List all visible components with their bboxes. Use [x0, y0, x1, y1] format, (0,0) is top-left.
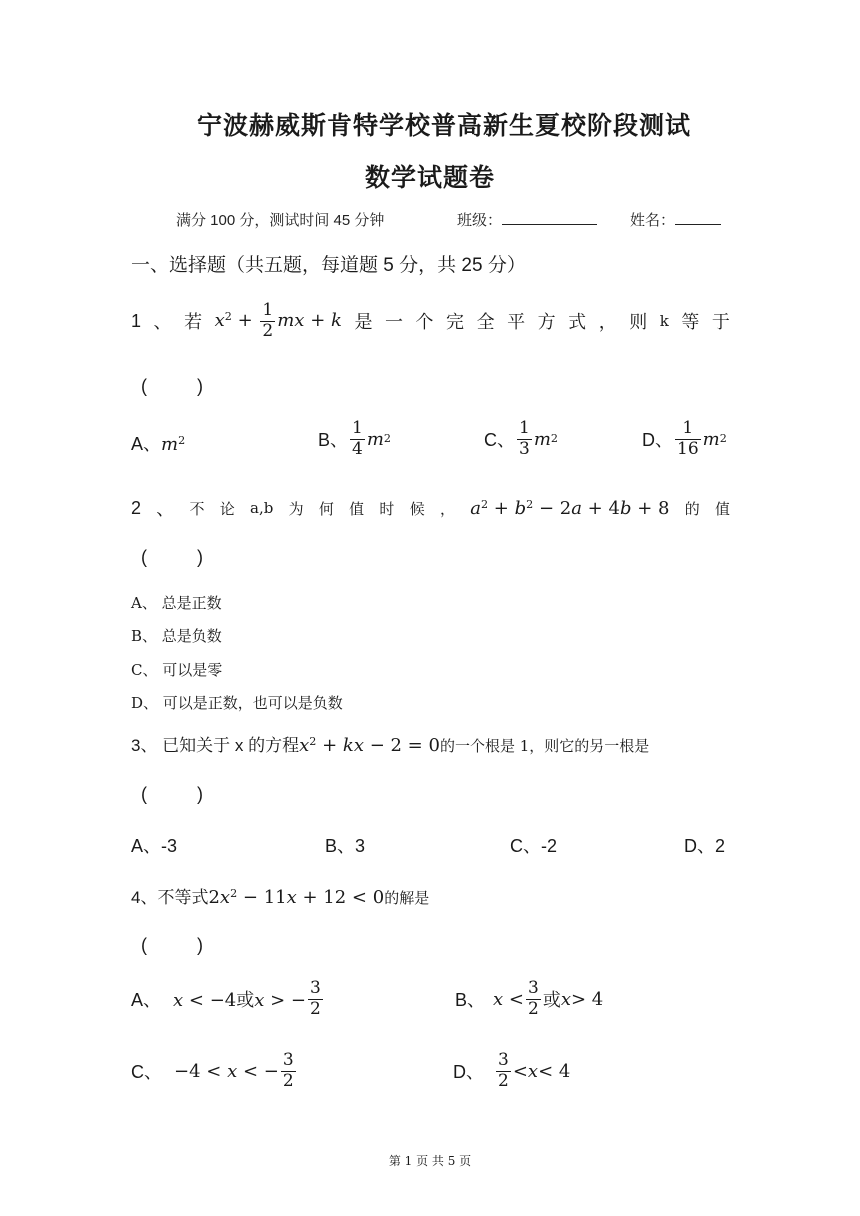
- q1-answer-paren: ( ): [141, 376, 203, 396]
- exam-title: 宁波赫威斯肯特学校普高新生夏校阶段测试: [196, 112, 691, 140]
- q1-char: 、: [153, 312, 172, 332]
- name-field: [630, 209, 721, 230]
- q1-char: 全: [476, 312, 495, 332]
- section-heading: 一、选择题（共五题，每道题 5 分，共 25 分）: [131, 255, 526, 276]
- option-label: B、: [455, 990, 486, 1011]
- q1-char: 平: [507, 312, 526, 332]
- q1-char: 式: [568, 312, 587, 332]
- q2-char: 候: [409, 499, 425, 518]
- q1-char: 一: [384, 312, 403, 332]
- q2-char: 时: [379, 499, 395, 518]
- q2-char: a,b: [250, 499, 274, 517]
- name-label: 姓名：: [630, 212, 676, 229]
- q3-suffix: 的一个根是 1，则它的另一根是: [439, 737, 650, 755]
- q2-answer-paren: ( ): [141, 547, 203, 567]
- q2-option-c: C、 可以是零: [131, 661, 223, 679]
- exam-subtitle: 数学试题卷: [364, 164, 495, 192]
- q1-char: 于: [711, 312, 730, 332]
- q1-char: 若: [184, 312, 203, 332]
- q4-option-a: A、 x < −4或x > − $\frac{3}{2}$: [131, 978, 321, 1019]
- option-label: A、: [131, 990, 162, 1011]
- class-label: 班级：: [457, 212, 503, 229]
- q3-equation: $x^2$ + kx − 2 = 0: [299, 734, 440, 756]
- option-label: C、: [131, 1062, 162, 1083]
- option-label: D、: [642, 430, 673, 451]
- q4-suffix: 的解是: [384, 889, 430, 907]
- question-3: [131, 731, 649, 756]
- q1-char: 则: [629, 312, 648, 332]
- question-1: [131, 299, 730, 343]
- question-4: [131, 883, 429, 908]
- q2-option-a: A、 总是正数: [131, 594, 222, 612]
- option-label: A、: [131, 434, 162, 454]
- q1-option-d: D、 $\frac{1}{16}$ m 2: [642, 418, 727, 459]
- q2-char: 论: [219, 499, 235, 518]
- q3-option-b: B、3: [325, 836, 366, 856]
- q3-answer-paren: ( ): [141, 784, 203, 804]
- q1-char: 个: [415, 312, 434, 332]
- q4-prefix: 4、不等式: [131, 888, 209, 907]
- option-label: D、: [453, 1062, 484, 1083]
- class-blank: [502, 210, 597, 225]
- q3-option-c: C、-2: [510, 836, 558, 856]
- q2-char: 不: [189, 499, 205, 518]
- option-label: B、: [318, 430, 349, 451]
- q1-option-a: A、$m^2$: [131, 433, 186, 455]
- q2-char: 为: [288, 499, 304, 518]
- q2-number: 2: [131, 497, 142, 518]
- q1-char: 是: [354, 312, 373, 332]
- q1-char: ，: [598, 312, 617, 332]
- or-word: 或: [236, 990, 255, 1011]
- q2-option-b: B、 总是负数: [131, 627, 222, 645]
- page-footer: 第 1 页 共 5 页: [388, 1154, 472, 1168]
- q1-char: k: [659, 312, 669, 330]
- q2-char: 、: [156, 499, 175, 519]
- q1-number: 1: [131, 310, 142, 331]
- q2-option-d: D、 可以是正数，也可以是负数: [131, 694, 343, 712]
- q1-option-b: B、 $\frac{1}{4}$ m 2: [318, 418, 392, 459]
- q4-option-b: B、 x < $\frac{3}{2}$ 或 x > 4: [455, 978, 604, 1019]
- q2-expression: $a^2 + b^2 - 2a + 4b + 8$: [470, 497, 670, 519]
- q4-inequality: $2x^2 - 11x + 12 < 0$: [208, 886, 385, 908]
- q1-option-c: C、 $\frac{1}{3}$ m 2: [484, 418, 559, 459]
- q1-char: 等: [681, 312, 700, 332]
- class-field: [457, 209, 597, 230]
- q4-option-c: C、 −4 < x < − $\frac{3}{2}$: [131, 1050, 294, 1091]
- q1-char: 完: [446, 312, 465, 332]
- question-2: [131, 494, 730, 522]
- name-blank: [675, 210, 721, 225]
- q1-expression: $x^2$ + $\frac{1}{2}$ mx + k: [214, 299, 342, 341]
- q2-char: 何: [318, 499, 334, 518]
- q3-option-a: A、-3: [131, 836, 178, 856]
- option-label: C、: [484, 430, 515, 451]
- q3-option-d: D、2: [684, 836, 726, 856]
- q1-char: 方: [537, 312, 556, 332]
- q2-char: 值: [349, 499, 365, 518]
- q2-char: 值: [714, 499, 730, 518]
- q3-prefix: 3、 已知关于 x 的方程: [131, 736, 300, 755]
- q4-option-d: D、 $\frac{3}{2}$ < x < 4: [453, 1050, 571, 1091]
- score-time-info: 满分 100 分，测试时间 45 分钟: [176, 212, 385, 229]
- q2-char: 的: [684, 499, 700, 518]
- q4-answer-paren: ( ): [141, 935, 203, 955]
- q2-char: ，: [439, 499, 455, 518]
- or-word: 或: [542, 990, 561, 1011]
